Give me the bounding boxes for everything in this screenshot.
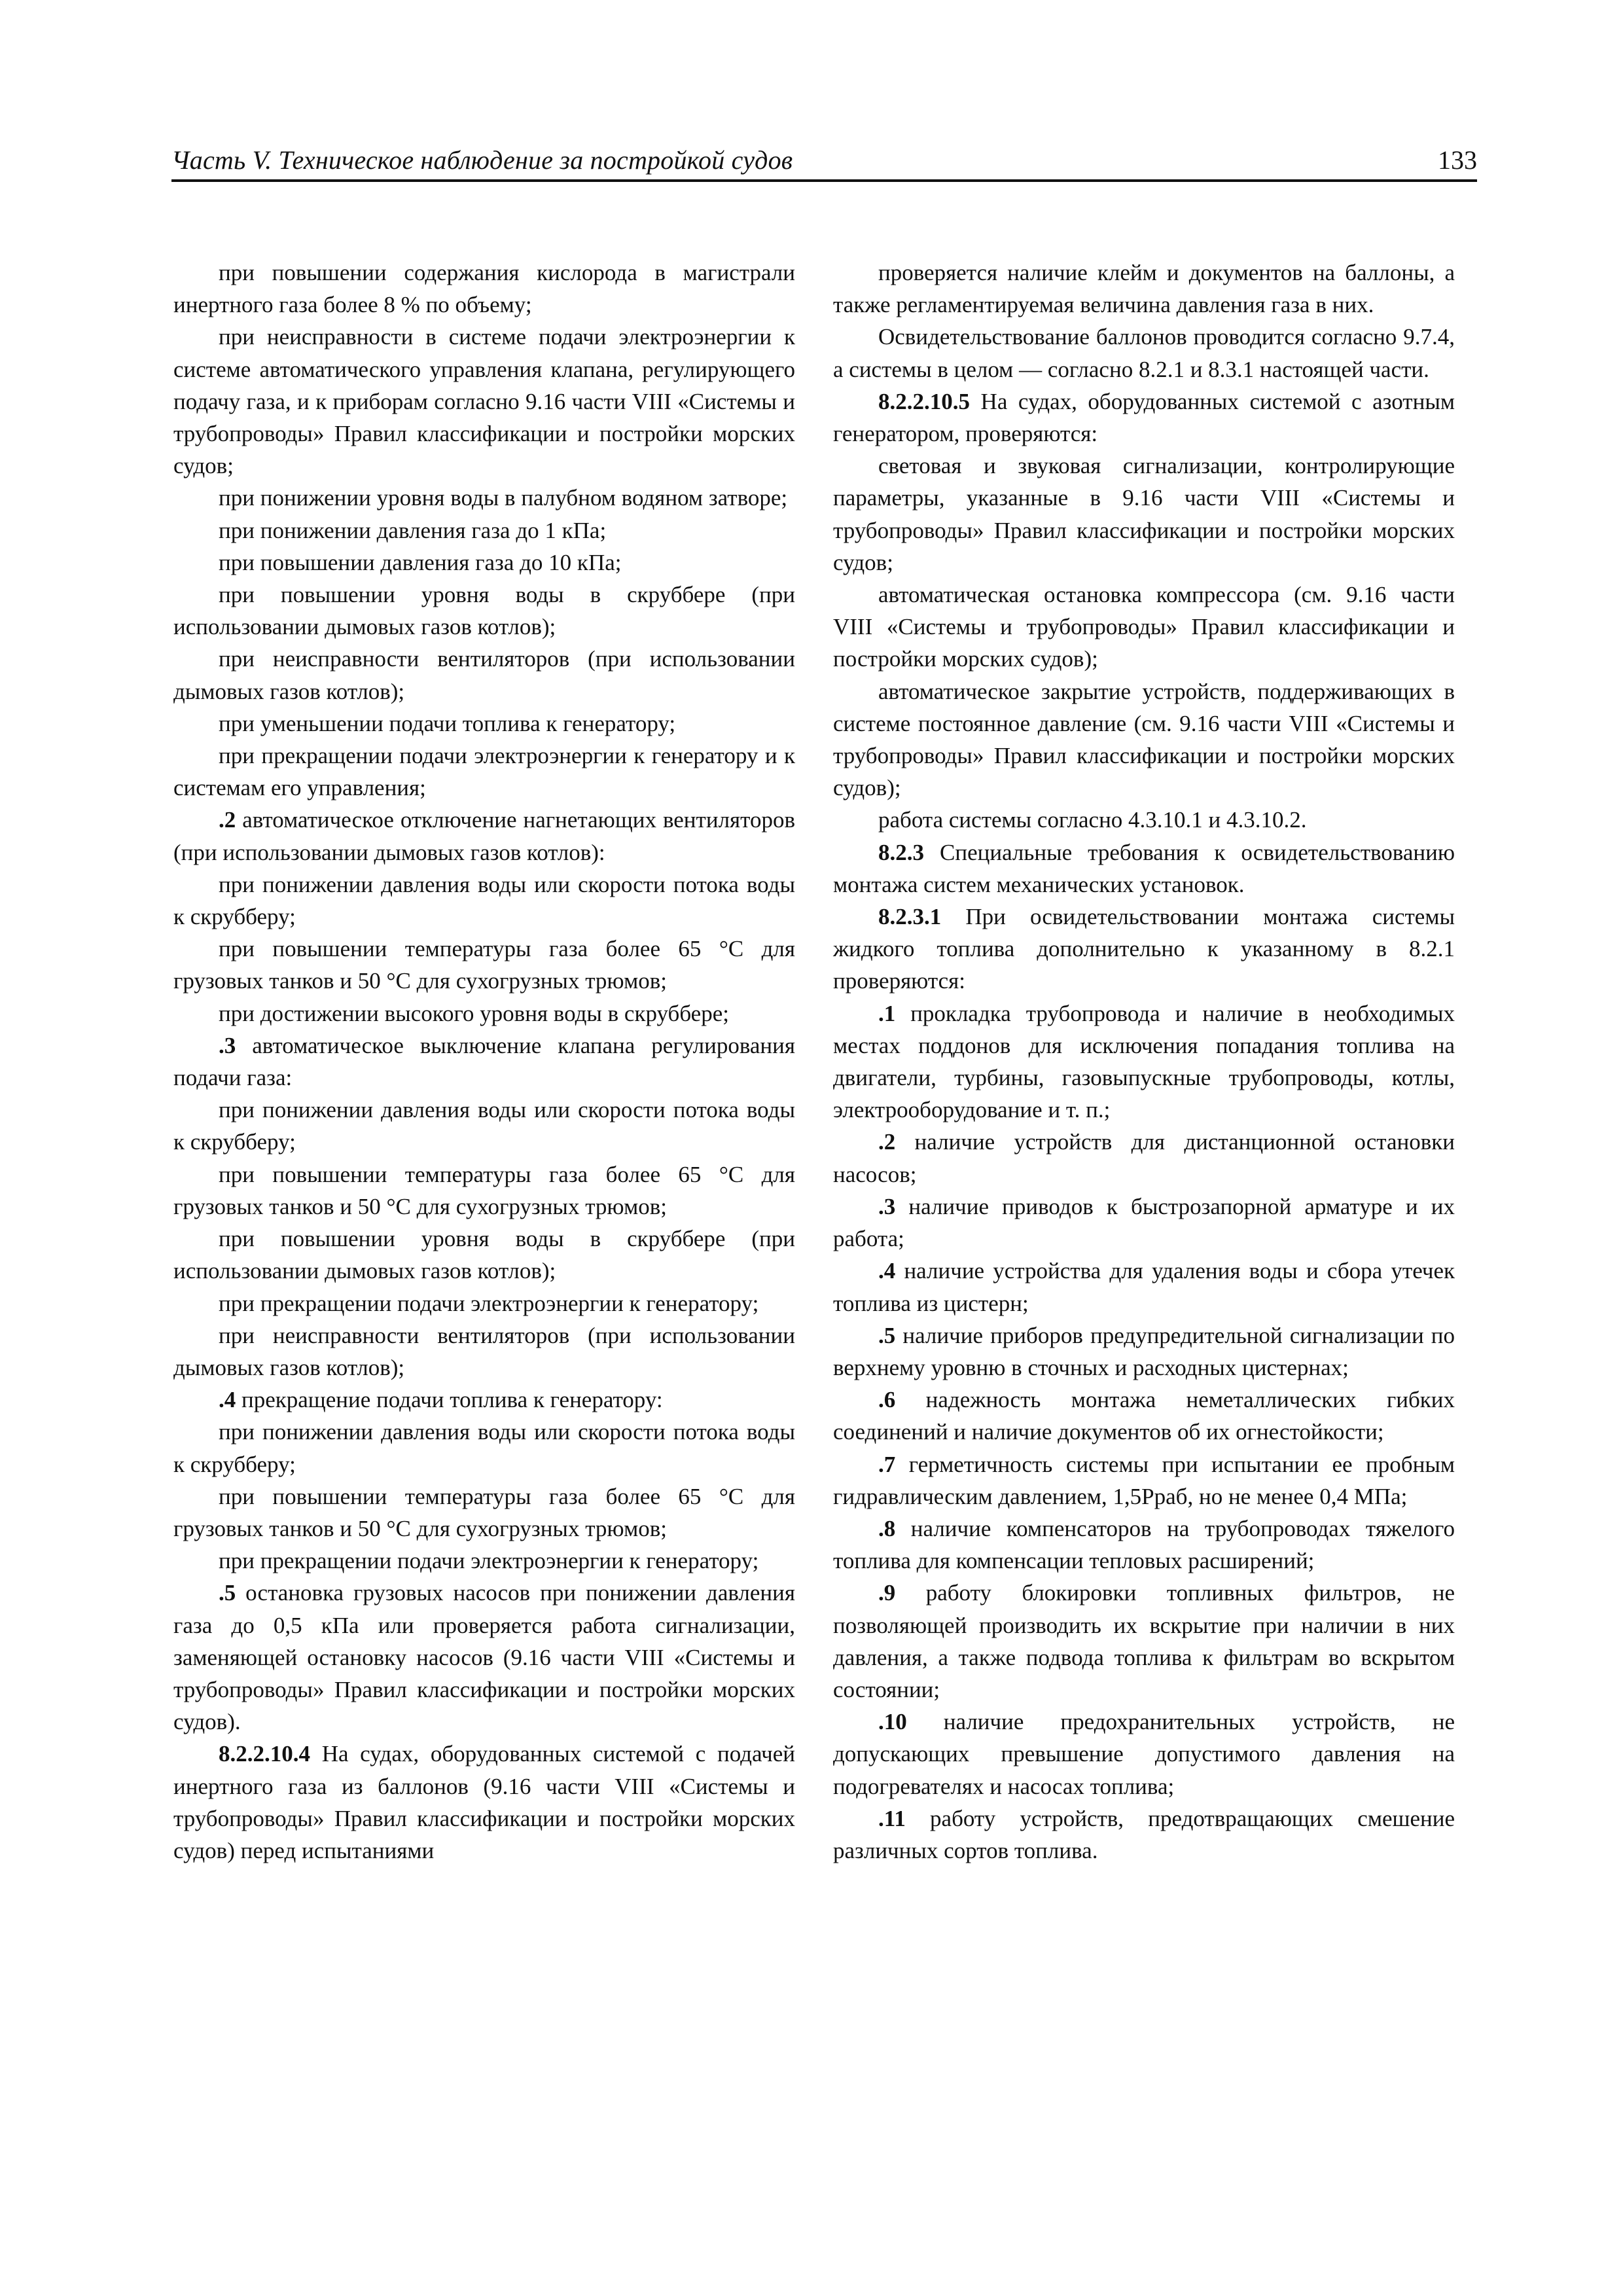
clause-number: .7 xyxy=(878,1451,896,1477)
paragraph-text: Специальные требования к освидетельствованию монтажа систем механических установок. xyxy=(833,839,1455,897)
paragraph-text: На судах, оборудованных системой с подачей инертного газа из баллонов (9.16 части VIII «Системы и трубопроводы» Правил классификации и постройки морских судов) перед испытаниями xyxy=(173,1741,795,1863)
clause-number: 8.2.3 xyxy=(878,839,924,865)
paragraph xyxy=(173,1223,795,1287)
paragraph-text: при прекращении подачи электроэнергии к генератору и к системам его управления; xyxy=(173,743,795,801)
paragraph xyxy=(833,1577,1455,1706)
paragraph xyxy=(833,804,1455,836)
paragraph-text: проверяется наличие клейм и документов на баллоны, а также регламентируемая величина давления газа в них. xyxy=(833,260,1455,318)
clause-number: .6 xyxy=(878,1387,896,1413)
paragraph xyxy=(173,547,795,579)
running-header xyxy=(171,145,1477,182)
paragraph xyxy=(833,321,1455,385)
header-title: Часть V. Техническое наблюдение за постройкой судов xyxy=(171,145,793,175)
paragraph-text: автоматическое отключение нагнетающих вентиляторов (при использовании дымовых газов котлов): xyxy=(173,807,795,865)
paragraph-text: Освидетельствование баллонов проводится согласно 9.7.4, а системы в целом — согласно 8.2.1 и 8.3.1 настоящей части. xyxy=(833,324,1455,382)
paragraph-text: при понижении давления воды или скорости потока воды к скрубберу; xyxy=(173,1419,795,1477)
paragraph xyxy=(833,1126,1455,1190)
clause-number: .2 xyxy=(219,807,236,833)
paragraph-text: при понижении давления воды или скорости потока воды к скрубберу; xyxy=(173,1097,795,1155)
paragraph xyxy=(173,740,795,804)
paragraph-text: при повышении температуры газа более 65 °С для грузовых танков и 50 °С для сухогрузных трюмов; xyxy=(173,1161,795,1219)
page-number: 133 xyxy=(1438,145,1477,175)
paragraph-text: наличие приборов предупредительной сигнализации по верхнему уровню в сточных и расходных цистернах; xyxy=(833,1322,1455,1380)
paragraph-text: прекращение подачи топлива к генератору: xyxy=(236,1387,663,1413)
clause-number: .2 xyxy=(878,1129,896,1155)
paragraph xyxy=(173,579,795,643)
paragraph-text: при неисправности вентиляторов (при использовании дымовых газов котлов); xyxy=(173,646,795,704)
paragraph-text: при повышении температуры газа более 65 °С для грузовых танков и 50 °С для сухогрузных трюмов; xyxy=(173,936,795,994)
paragraph xyxy=(173,997,795,1030)
paragraph xyxy=(833,901,1455,997)
left-column xyxy=(173,257,795,1867)
paragraph-text: автоматическое закрытие устройств, поддерживающих в системе постоянное давление (см. 9.16 части VIII «Системы и трубопроводы» Правил классификации и постройки морских судов); xyxy=(833,678,1455,801)
paragraph xyxy=(173,869,795,933)
paragraph xyxy=(833,1448,1455,1513)
paragraph xyxy=(833,257,1455,321)
clause-number: .4 xyxy=(878,1258,896,1284)
paragraph-text: работу блокировки топливных фильтров, не позволяющей производить их вскрытие при наличии в них давления, а также подвода топлива к фильтрам во вскрытом состоянии; xyxy=(833,1580,1455,1702)
clause-number: 8.2.2.10.4 xyxy=(219,1741,310,1767)
paragraph-text: наличие устройства для удаления воды и сбора утечек топлива из цистерн; xyxy=(833,1258,1455,1316)
paragraph-text: При освидетельствовании монтажа системы жидкого топлива дополнительно к указанному в 8.2.1 проверяются: xyxy=(833,904,1455,994)
paragraph-text: при понижении давления газа до 1 кПа; xyxy=(219,517,607,543)
paragraph xyxy=(833,386,1455,450)
paragraph xyxy=(833,1803,1455,1867)
paragraph-text: наличие предохранительных устройств, не допускающих превышение допустимого давления на подогревателях и насосах топлива; xyxy=(833,1709,1455,1799)
paragraph-text: работа системы согласно 4.3.10.1 и 4.3.10.2. xyxy=(878,807,1307,833)
paragraph xyxy=(833,1191,1455,1255)
paragraph-text: На судах, оборудованных системой с азотным генератором, проверяются: xyxy=(833,388,1455,447)
paragraph-text: при повышении содержания кислорода в магистрали инертного газа более 8 % по объему; xyxy=(173,260,795,318)
paragraph xyxy=(173,1577,795,1738)
paragraph-text: герметичность системы при испытании ее пробным гидравлическим давлением, 1,5Pраб, но не менее 0,4 МПа; xyxy=(833,1451,1455,1509)
paragraph xyxy=(173,933,795,997)
clause-number: .3 xyxy=(219,1032,236,1058)
paragraph-text: при понижении уровня воды в палубном водяном затворе; xyxy=(219,485,788,511)
paragraph xyxy=(833,1513,1455,1577)
paragraph-text: автоматическая остановка компрессора (см. 9.16 части VIII «Системы и трубопроводы» Правил классификации и постройки морских судов); xyxy=(833,582,1455,672)
paragraph xyxy=(173,1158,795,1223)
paragraph xyxy=(173,708,795,740)
paragraph-text: при повышении уровня воды в скруббере (при использовании дымовых газов котлов); xyxy=(173,1226,795,1284)
paragraph-text: световая и звуковая сигнализации, контролирующие параметры, указанные в 9.16 части VIII «Системы и трубопроводы» Правил классификации и постройки морских судов; xyxy=(833,453,1455,575)
paragraph xyxy=(173,482,795,514)
clause-number: .9 xyxy=(878,1580,896,1606)
paragraph xyxy=(833,1319,1455,1384)
paragraph xyxy=(173,1094,795,1158)
paragraph-text: при повышении давления газа до 10 кПа; xyxy=(219,549,622,575)
paragraph-text: при понижении давления воды или скорости потока воды к скрубберу; xyxy=(173,871,795,930)
paragraph-text: остановка грузовых насосов при понижении давления газа до 0,5 кПа или проверяется работа сигнализации, заменяющей остановку насосов (9.16 части VIII «Системы и трубопроводы» Правил классификации и постройки морских судов). xyxy=(173,1580,795,1735)
paragraph-text: работу устройств, предотвращающих смешение различных сортов топлива. xyxy=(833,1805,1455,1863)
clause-number: .11 xyxy=(878,1805,906,1831)
paragraph xyxy=(173,1384,795,1416)
paragraph-text: при повышении температуры газа более 65 °С для грузовых танков и 50 °С для сухогрузных трюмов; xyxy=(173,1483,795,1541)
paragraph xyxy=(833,579,1455,675)
paragraph xyxy=(833,1255,1455,1319)
paragraph xyxy=(173,1416,795,1480)
clause-number: 8.2.3.1 xyxy=(878,904,942,930)
clause-number: .8 xyxy=(878,1515,896,1541)
paragraph xyxy=(833,836,1455,901)
clause-number: .5 xyxy=(219,1580,236,1606)
paragraph-text: при уменьшении подачи топлива к генератору; xyxy=(219,710,676,736)
paragraph xyxy=(173,514,795,547)
clause-number: .10 xyxy=(878,1709,907,1735)
paragraph xyxy=(173,321,795,482)
paragraph-text: прокладка трубопровода и наличие в необходимых местах поддонов для исключения попадания топлива на двигатели, турбины, газовыпускные трубопроводы, котлы, электрооборудование и т. п.; xyxy=(833,1000,1455,1123)
paragraph xyxy=(173,1545,795,1577)
paragraph xyxy=(173,804,795,868)
paragraph-text: наличие приводов к быстрозапорной арматуре и их работа; xyxy=(833,1193,1455,1252)
paragraph xyxy=(173,643,795,707)
paragraph xyxy=(833,675,1455,804)
paragraph-text: автоматическое выключение клапана регулирования подачи газа: xyxy=(173,1032,795,1091)
paragraph xyxy=(833,1384,1455,1448)
clause-number: .3 xyxy=(878,1193,896,1219)
paragraph xyxy=(833,450,1455,579)
paragraph xyxy=(173,1738,795,1867)
paragraph-text: при неисправности в системе подачи электроэнергии к системе автоматического управления клапана, регулирующего подачу газа, и к приборам согласно 9.16 части VIII «Системы и трубопроводы» Правил классификации и постройки морских судов; xyxy=(173,324,795,479)
paragraph xyxy=(173,257,795,321)
clause-number: 8.2.2.10.5 xyxy=(878,388,970,414)
paragraph xyxy=(173,1030,795,1094)
paragraph xyxy=(173,1319,795,1384)
paragraph-text: при прекращении подачи электроэнергии к генератору; xyxy=(219,1548,759,1574)
clause-number: .1 xyxy=(878,1000,896,1026)
clause-number: .5 xyxy=(878,1322,896,1348)
paragraph xyxy=(173,1287,795,1319)
clause-number: .4 xyxy=(219,1387,236,1413)
paragraph-text: надежность монтажа неметаллических гибких соединений и наличие документов об их огнестойкости; xyxy=(833,1387,1455,1445)
paragraph-text: при прекращении подачи электроэнергии к генератору; xyxy=(219,1290,759,1316)
paragraph-text: наличие компенсаторов на трубопроводах тяжелого топлива для компенсации тепловых расширений; xyxy=(833,1515,1455,1574)
paragraph-text: наличие устройств для дистанционной остановки насосов; xyxy=(833,1129,1455,1187)
paragraph xyxy=(173,1480,795,1545)
paragraph xyxy=(833,997,1455,1126)
right-column xyxy=(833,257,1455,1867)
paragraph xyxy=(833,1706,1455,1803)
paragraph-text: при достижении высокого уровня воды в скруббере; xyxy=(219,1000,729,1026)
paragraph-text: при неисправности вентиляторов (при использовании дымовых газов котлов); xyxy=(173,1322,795,1380)
paragraph-text: при повышении уровня воды в скруббере (при использовании дымовых газов котлов); xyxy=(173,582,795,640)
